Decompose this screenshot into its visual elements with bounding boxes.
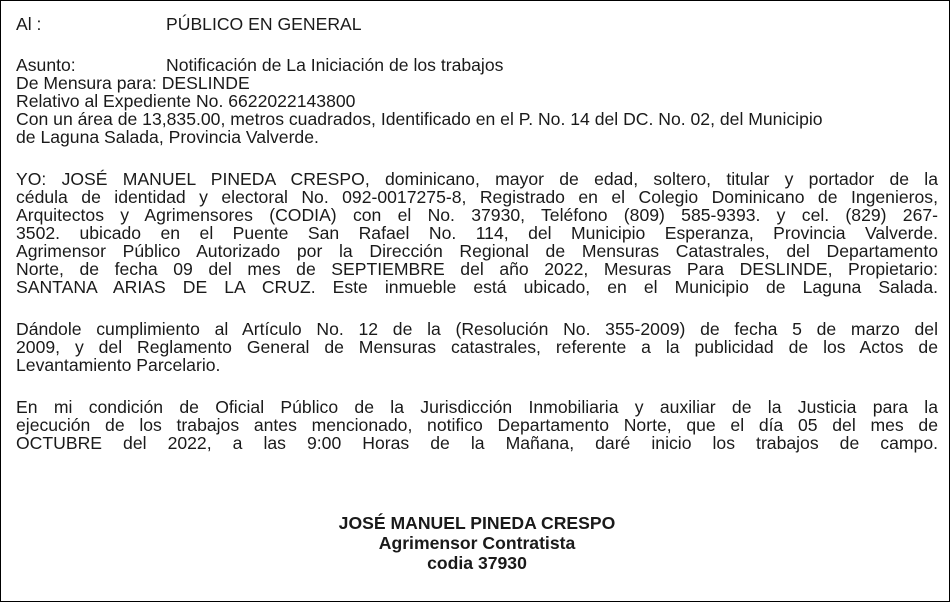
paragraph-line: 3502. ubicado en el Puente San Rafael No. 114, del Municipio Esperanza, Provincia Valverde.	[16, 223, 938, 243]
signature-title: Agrimensor Contratista	[378, 533, 576, 553]
notification-paragraph	[16, 398, 938, 452]
surveyor-paragraph	[16, 170, 938, 296]
spacer	[16, 296, 938, 320]
paragraph-line: ejecución de los trabajos antes mencionado, notifico Departamento Norte, que el día 05 del mes de	[16, 415, 938, 435]
area-line: Con un área de 13,835.00, metros cuadrados, Identificado en el P. No. 14 del DC. No. 02, del Municipio	[16, 109, 823, 129]
paragraph-line: cédula de identidad y electoral No. 092-0017275-8, Registrado en el Colegio Dominicano de Ingenieros,	[16, 187, 938, 207]
paragraph-line: Norte, de fecha 09 del mes de SEPTIEMBRE del año 2022, Mesuras Para DESLINDE, Propietario:	[16, 259, 938, 279]
paragraph-line: Dándole cumplimiento al Artículo No. 12 de la (Resolución No. 355-2009) de fecha 5 de marzo del	[16, 319, 938, 339]
subject-row	[16, 56, 938, 74]
notice-body	[16, 15, 938, 452]
signature-codia: codia 37930	[427, 553, 527, 573]
recipient-row	[16, 15, 938, 33]
paragraph-line: YO: JOSÉ MANUEL PINEDA CRESPO, dominicano, mayor de edad, soltero, titular y portador de la	[16, 169, 938, 189]
signature-name: JOSÉ MANUEL PINEDA CRESPO	[338, 513, 616, 533]
paragraph-line: Agrimensor Público Autorizado por la Dirección Regional de Mensuras Catastrales, del Departamento	[16, 241, 938, 261]
paragraph-line: Levantamiento Parcelario.	[16, 355, 221, 375]
subject-label: Asunto:	[16, 55, 76, 75]
location-line: de Laguna Salada, Provincia Valverde.	[16, 127, 319, 147]
compliance-paragraph	[16, 320, 938, 374]
paragraph-line: Arquitectos y Agrimensores (CODIA) con el No. 37930, Teléfono (809) 585-9393. y cel. (829) 267-	[16, 205, 938, 225]
subject-value: Notificación de La Iniciación de los trabajos	[166, 55, 504, 75]
spacer	[16, 374, 938, 398]
recipient-value: PÚBLICO EN GENERAL	[166, 14, 362, 34]
signature-block	[1, 513, 952, 573]
paragraph-line: 2009, y del Reglamento General de Mensuras catastrales, referente a la publicidad de los Actos de	[16, 337, 938, 357]
paragraph-line: SANTANA ARIAS DE LA CRUZ. Este inmueble está ubicado, en el Municipio de Laguna Salada.	[16, 277, 938, 297]
mensura-line: De Mensura para: DESLINDE	[16, 73, 250, 93]
spacer	[16, 146, 938, 170]
expediente-line: Relativo al Expediente No. 6622022143800	[16, 91, 356, 111]
spacer	[16, 33, 938, 56]
paragraph-line: En mi condición de Oficial Público de la Jurisdicción Inmobiliaria y auxiliar de la Justicia para la	[16, 397, 938, 417]
paragraph-line: OCTUBRE del 2022, a las 9:00 Horas de la Mañana, daré inicio los trabajos de campo.	[16, 433, 938, 453]
recipient-label: Al :	[16, 14, 42, 34]
